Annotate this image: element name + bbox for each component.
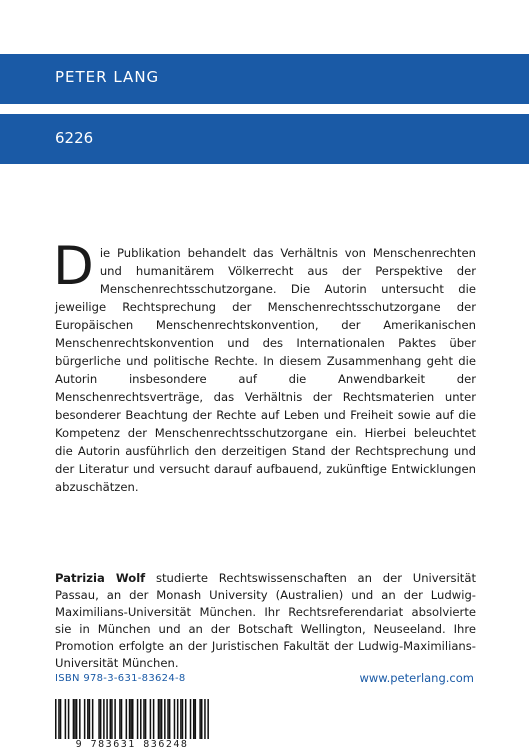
barcode-bar <box>126 699 128 739</box>
barcode-bar <box>169 699 171 739</box>
barcode-digits: 9 783631 836248 <box>55 739 209 750</box>
barcode-bar <box>158 699 160 739</box>
publisher-name: PETER LANG <box>55 68 160 86</box>
barcode-bar <box>167 699 169 739</box>
barcode-bar <box>79 699 81 739</box>
barcode-bar <box>204 699 206 739</box>
barcode-bar <box>193 699 195 739</box>
barcode-bar <box>180 699 182 739</box>
barcode-bar <box>74 699 76 739</box>
barcode-bar <box>58 699 60 739</box>
author-bio-text: studierte Rechtswissenschaften an der Universität Passau, an der Monash University (Australien) und an der Ludwig-Maximilians-Universität München. Ihr Rechtsreferendariat absolvierte sie in München und an der Botschaft Wellington, Neuseeland. Ihre Promotion erfolgte an der Juristischen Fakultät der Ludwig-Maximilians- Universität München. <box>55 571 476 670</box>
barcode-bar <box>110 699 112 739</box>
series-band <box>0 114 529 164</box>
publisher-band <box>0 54 529 104</box>
barcode-bar <box>68 699 70 739</box>
barcode-bar <box>195 699 197 739</box>
barcode-bars <box>55 699 209 739</box>
barcode-bar <box>143 699 145 739</box>
isbn-label: ISBN 978-3-631-83624-8 <box>55 673 186 684</box>
barcode-bar <box>161 699 163 739</box>
barcode-bar <box>177 699 179 739</box>
barcode-bar <box>150 699 152 739</box>
barcode-bar <box>84 699 86 739</box>
barcode-bar <box>60 699 62 739</box>
book-description <box>53 236 476 496</box>
barcode-bar <box>137 699 139 739</box>
barcode-bar <box>87 699 89 739</box>
barcode-bar <box>55 699 57 739</box>
barcode-bar <box>73 699 75 739</box>
barcode-bar <box>100 699 102 739</box>
publisher-website-link[interactable]: www.peterlang.com <box>359 671 474 685</box>
barcode-bar <box>65 699 67 739</box>
barcode-bar <box>98 699 100 739</box>
barcode-bar <box>76 699 78 739</box>
barcode-bar <box>159 699 161 739</box>
barcode-bar <box>174 699 176 739</box>
barcode-bar <box>164 699 166 739</box>
description-text: ie Publikation behandelt das Verhältnis von Menschenrechten und humanitärem Völkerrecht aus der Perspektive der Menschenrechtsschutzorgane. Die Autorin untersucht die jeweilige Rechtsprechung der Menschenrechtsschutzorgane der Europäischen Menschenrechtskonvention, der Amerikanischen Menschenrechtskonvention und des Internationalen Paktes über bürgerliche und politische Rechte. In diesem Zusammenhang geht die Autorin insbesondere auf die Anwendbarkeit der Menschenrechtsverträge, das Verhältnis der Rechtsmaterien unter besonderer Beachtung der Rechte auf Leben und Freiheit sowie auf die Kompetenz der Menschenrechtsschutzorgane ein. Hierbei beleuchtet die Autorin ausführlich den derzeitigen Stand der Rechtsprechung und der Literatur und versucht darauf aufbauend, zukünftige Entwicklungen abzuschätzen. <box>55 246 476 494</box>
barcode-bar <box>199 699 201 739</box>
barcode-bar <box>119 699 121 739</box>
barcode-bar <box>130 699 132 739</box>
barcode-bar <box>140 699 142 739</box>
barcode-bar <box>106 699 108 739</box>
barcode-bar <box>129 699 131 739</box>
barcode-bar <box>132 699 134 739</box>
drop-cap: D <box>53 236 94 297</box>
barcode-bar <box>190 699 192 739</box>
series-number: 6226 <box>55 129 94 147</box>
barcode-bar <box>145 699 147 739</box>
barcode-bar <box>153 699 155 739</box>
barcode-bar <box>114 699 116 739</box>
barcode-bar <box>111 699 113 739</box>
barcode-bar <box>89 699 91 739</box>
barcode-bar <box>185 699 187 739</box>
author-bio <box>55 570 476 672</box>
barcode-bar <box>121 699 123 739</box>
isbn-barcode <box>55 699 209 750</box>
barcode-bar <box>201 699 203 739</box>
barcode-bar <box>103 699 105 739</box>
barcode-bar <box>92 699 94 739</box>
author-name: Patrizia Wolf <box>55 571 146 585</box>
barcode-bar <box>207 699 209 739</box>
barcode-bar <box>182 699 184 739</box>
